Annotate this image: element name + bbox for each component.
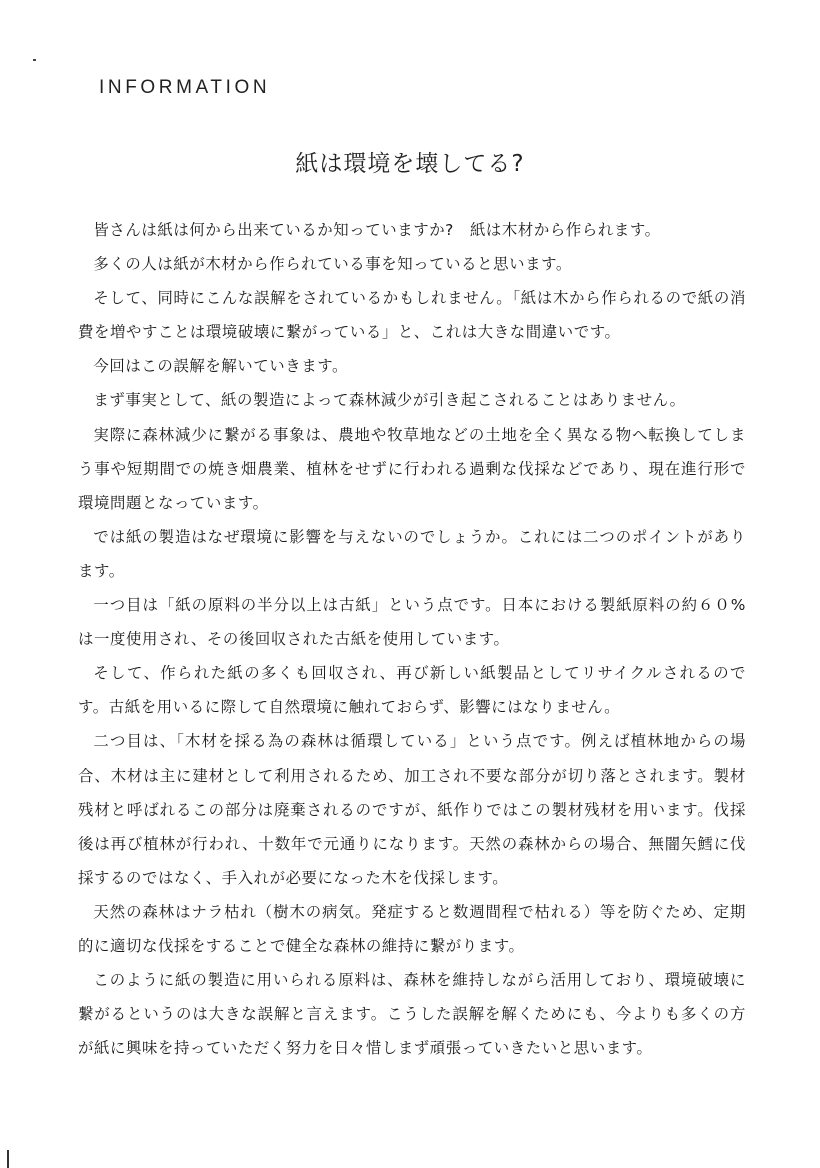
page-title: 紙は環境を壊してる? <box>295 151 525 177</box>
paragraph: 今回はこの誤解を解いていきます。 <box>93 357 349 376</box>
section-header: INFORMATION <box>99 77 271 98</box>
paragraph: 一つ目は「紙の原料の半分以上は古紙」という点です。日本における製紙原料の約６０%は一度使用され、その後回収された古紙を使用しています。 <box>78 596 746 649</box>
paragraph: 皆さんは紙は何から出来ているか知っていますか? 紙は木材から作られます。 <box>93 221 661 239</box>
scan-edge-mark <box>7 1150 9 1168</box>
paragraph: 天然の森林はナラ枯れ（樹木の病気。発症すると数週間程で枯れる）等を防ぐため、定期的に適切な伐採をすることで健全な森林の維持に繋がります。 <box>78 902 746 955</box>
paragraph: まず事実として、紙の製造によって森林減少が引き起こされることはありません。 <box>93 391 686 410</box>
paragraph: そして、同時にこんな誤解をされているかもしれません。「紙は木から作られるので紙の消費を増やすことは環境破壊に繋がっている」と、これは大きな間違いです。 <box>78 289 746 342</box>
article-body <box>78 213 746 1065</box>
paragraph: そして、作られた紙の多くも回収され、再び新しい紙製品としてリサイクルされるのです。古紙を用いるに際して自然環境に触れておらず、影響にはなりません。 <box>78 664 746 717</box>
paragraph: このように紙の製造に用いられる原料は、森林を維持しながら活用しており、環境破壊に繋がるというのは大きな誤解と言えます。こうした誤解を解くためにも、今よりも多くの方が紙に興味を持っていただく努力を日々惜しまず頑張っていきたいと思います。 <box>78 971 746 1058</box>
paragraph: 実際に森林減少に繋がる事象は、農地や牧草地などの土地を全く異なる物へ転換してしまう事や短期間での焼き畑農業、植林をせずに行われる過剰な伐採などであり、現在進行形で環境問題となっています。 <box>78 425 746 512</box>
paragraph: 二つ目は、「木材を採る為の森林は循環している」という点です。例えば植林地からの場合、木材は主に建材として利用されるため、加工され不要な部分が切り落とされます。製材残材と呼ばれるこの部分は廃棄されるのですが、紙作りではこの製材残材を用います。伐採後は再び植林が行われ、十数年で元通りになります。天然の森林からの場合、無闇矢鱈に伐採するのではなく、手入れが必要になった木を伐採します。 <box>78 732 746 887</box>
paragraph: 多くの人は紙が木材から作られている事を知っていると思います。 <box>93 255 572 274</box>
paragraph: では紙の製造はなぜ環境に影響を与えないのでしょうか。これには二つのポイントがあります。 <box>78 527 746 580</box>
scan-speck <box>33 59 36 61</box>
